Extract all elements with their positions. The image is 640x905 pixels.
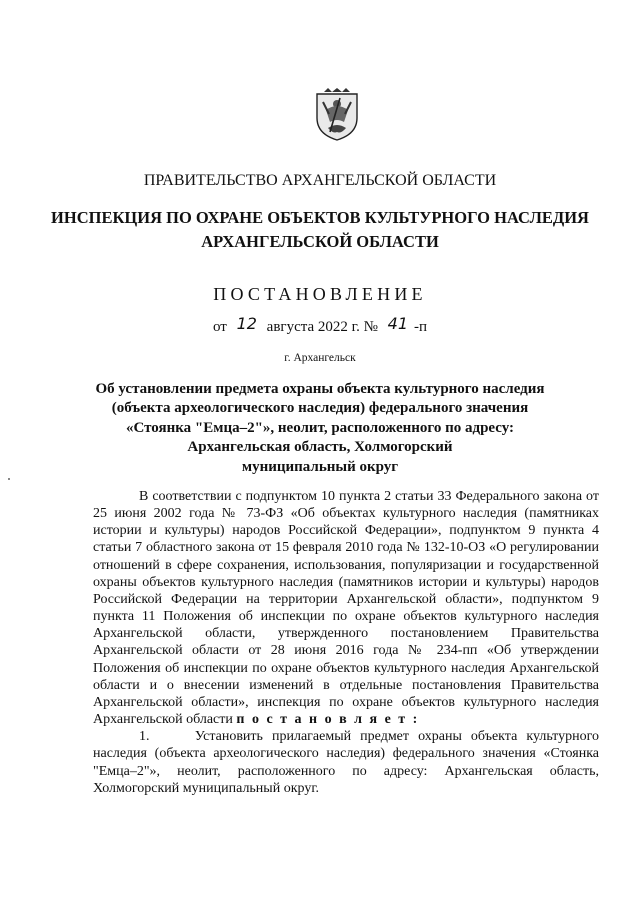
arkhangelsk-coat-of-arms-icon: [314, 88, 360, 142]
subject-line: Архангельская область, Холмогорский: [187, 439, 453, 456]
preamble-text: В соответствии с подпунктом 10 пункта 2 статьи 33 Федерального закона от 25 июня 2002 года № 73-ФЗ «Об объектах культурного наследия (памятниках истории и культуры) народов Российской Федерации», подпунктом 9 пункта 4 статьи 7 областного закона от 15 февраля 2010 года № 132-10-ОЗ «О регулировании отношений в сфере сохранения, использования, популяризации и государственной охраны объектов культурного наследия (памятников истории и культуры) народов Российской Федерации на территории Архангельской области», подпунктом 9 пункта 11 Положения об инспекции по охране объектов культурного наследия Архангельской области, утвержденного постановлением Правительства Архангельской области от 28 июня 2016 года № 234-пп «Об утверждении Положения об инспекции по охране объектов культурного наследия Архангельской области и о внесении изменений в отдельные постановления Правительства Архангельской области», инспекция по охране объектов культурного наследия Архангельской области: [93, 489, 599, 728]
city: г. Архангельск: [284, 352, 356, 364]
subject-line: (объекта археологического наследия) федерального значения: [111, 400, 529, 417]
subject-line: Об установлении предмета охраны объекта культурного наследия: [95, 381, 545, 397]
date-prefix: от: [212, 319, 227, 335]
organization-name: [0, 206, 640, 254]
preamble-paragraph: [93, 488, 599, 728]
item-number: 1.: [139, 729, 150, 745]
subject-line: муниципальный округ: [241, 458, 399, 475]
resolution-item-1: [93, 728, 599, 797]
scan-speck: [8, 478, 10, 480]
document-body: [93, 488, 599, 797]
item-text: Установить прилагаемый предмет охраны объекта культурного наследия (объекта археологического наследия) федерального значения «Стоянка "Емца–2"», неолит, расположенного по адресу: Архангельская область, Холмогорский муниципальный округ.: [93, 729, 599, 796]
date-rest: августа 2022 г. №: [266, 319, 378, 335]
document-number-suffix: -п: [414, 319, 428, 335]
document-type: ПОСТАНОВЛЕНИЕ: [213, 284, 427, 304]
organization-line-2: АРХАНГЕЛЬСКОЙ ОБЛАСТИ: [201, 232, 439, 251]
government-name: ПРАВИТЕЛЬСТВО АРХАНГЕЛЬСКОЙ ОБЛАСТИ: [143, 172, 497, 189]
subject-line: «Стоянка "Емца–2"», неолит, расположенного по адресу:: [125, 419, 515, 436]
document-number-handwritten: 41: [387, 314, 408, 333]
document-date-line: [0, 314, 640, 336]
organization-line-1: ИНСПЕКЦИЯ ПО ОХРАНЕ ОБЪЕКТОВ КУЛЬТУРНОГО НАСЛЕДИЯ: [51, 208, 589, 227]
resolves-word: п о с т а н о в л я е т :: [236, 712, 420, 728]
date-day-handwritten: 12: [236, 314, 257, 333]
document-subject: [0, 380, 640, 477]
